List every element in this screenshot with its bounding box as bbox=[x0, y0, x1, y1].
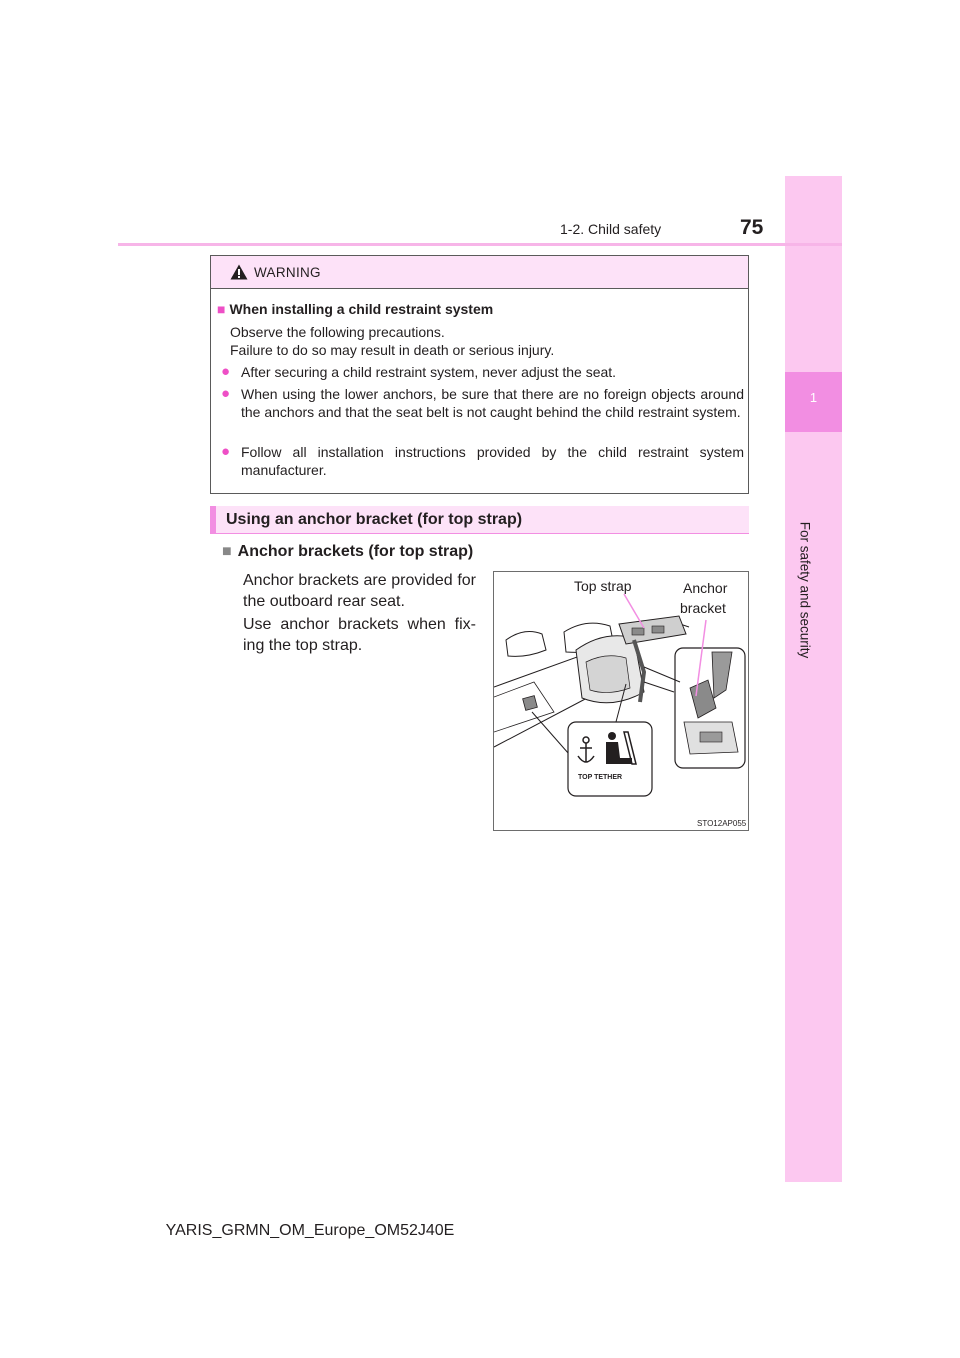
warning-bullet bbox=[221, 363, 744, 381]
chapter-number: 1 bbox=[809, 390, 818, 405]
header-rule bbox=[118, 243, 842, 246]
bracket-label: bracket bbox=[680, 600, 726, 616]
round-bullet-icon: ● bbox=[221, 363, 231, 380]
top-tether-icon-text: TOP TETHER bbox=[578, 774, 623, 781]
warning-title: WARNING bbox=[254, 265, 321, 280]
warning-triangle-icon bbox=[230, 264, 248, 280]
top-strap-label: Top strap bbox=[574, 578, 632, 594]
section-heading-text: Using an anchor bracket (for top strap) bbox=[226, 511, 523, 528]
square-bullet-icon: ■ bbox=[222, 543, 232, 560]
warning-section-heading-text: When installing a child restraint system bbox=[229, 301, 494, 317]
footer-doc-id: YARIS_GRMN_OM_Europe_OM52J40E bbox=[165, 1222, 455, 1239]
figure-code: STO12AP055 bbox=[697, 819, 747, 828]
body-paragraph-1: Anchor brackets are provided for the outboard rear seat. bbox=[243, 572, 476, 610]
page-number: 75 bbox=[740, 216, 764, 239]
header-section-title: 1-2. Child safety bbox=[560, 221, 662, 237]
round-bullet-icon: ● bbox=[221, 443, 231, 460]
section-heading-rule bbox=[210, 533, 749, 534]
section-heading bbox=[210, 506, 749, 534]
warning-bullet bbox=[221, 385, 744, 421]
warning-section-heading bbox=[217, 301, 493, 317]
subsection-heading-text: Anchor brackets (for top strap) bbox=[237, 543, 474, 560]
chapter-side-band bbox=[785, 176, 842, 1182]
round-bullet-icon: ● bbox=[221, 385, 231, 402]
subsection-heading bbox=[222, 543, 473, 561]
body-paragraph-2: Use anchor brackets when fix-ing the top strap. bbox=[243, 616, 476, 654]
anchor-label: Anchor bbox=[683, 580, 728, 596]
warning-bullet bbox=[221, 443, 744, 479]
warning-header bbox=[211, 256, 748, 289]
anchor-bracket-illustration bbox=[493, 571, 749, 831]
warning-bullet-text: When using the lower anchors, be sure that there are no foreign objects around the anchors and that the seat belt is not caught behind the child restraint system. bbox=[241, 386, 744, 420]
chapter-title: For safety and security bbox=[797, 521, 813, 659]
warning-bullet-text: After securing a child restraint system, never adjust the seat. bbox=[241, 364, 617, 380]
warning-box bbox=[210, 255, 749, 494]
warning-intro-line-1: Observe the following precautions. bbox=[230, 324, 445, 340]
square-bullet-icon: ■ bbox=[217, 301, 226, 317]
warning-intro-line-2: Failure to do so may result in death or serious injury. bbox=[230, 342, 555, 358]
warning-bullet-text: Follow all installation instructions provided by the child restraint system manufacturer. bbox=[241, 444, 744, 478]
